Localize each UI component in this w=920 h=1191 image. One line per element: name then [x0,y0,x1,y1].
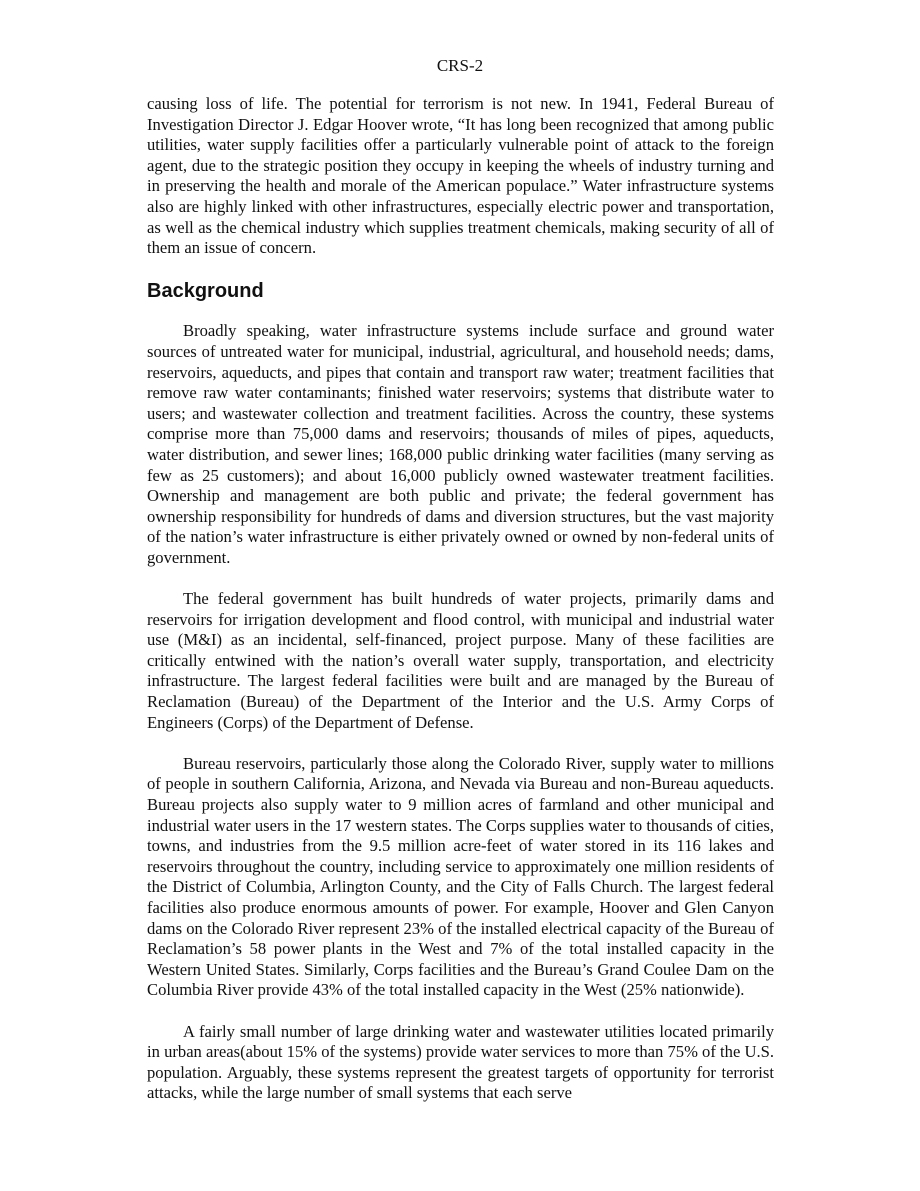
section-heading-background: Background [147,280,264,303]
background-paragraph-2: The federal government has built hundreds of water projects, primarily dams and reservoirs for irrigation development and flood control, with municipal and industrial water use (M&I) as an incidental, self-financed, project purpose. Many of these facilities are critically entwined with the nation’s overall water supply, transportation, and electricity infrastructure. The largest federal facilities were built and are managed by the Bureau of Reclamation (Bureau) of the Department of the Interior and the U.S. Army Corps of Engineers (Corps) of the Department of Defense. [147,589,774,732]
background-paragraph-1: Broadly speaking, water infrastructure systems include surface and ground water sources of untreated water for municipal, industrial, agricultural, and household needs; dams, reservoirs, aqueducts, and pipes that contain and transport raw water; treatment facilities that remove raw water contaminants; finished water reservoirs; systems that distribute water to users; and wastewater collection and treatment facilities. Across the country, these systems comprise more than 75,000 dams and reservoirs; thousands of miles of pipes, aqueducts, water distribution, and sewer lines; 168,000 public drinking water facilities (many serving as few as 25 customers); and about 16,000 publicly owned wastewater treatment facilities. Ownership and management are both public and private; the federal government has ownership responsibility for hundreds of dams and diversion structures, but the vast majority of the nation’s water infrastructure is either privately owned or owned by non-federal units of government. [147,321,774,567]
background-paragraph-3: Bureau reservoirs, particularly those along the Colorado River, supply water to millions of people in southern California, Arizona, and Nevada via Bureau and non-Bureau aqueducts. Bureau projects also supply water to 9 million acres of farmland and other municipal and industrial water users in the 17 western states. The Corps supplies water to thousands of cities, towns, and industries from the 9.5 million acre-feet of water stored in its 116 lakes and reservoirs throughout the country, including service to approximately one million residents of the District of Columbia, Arlington County, and the City of Falls Church. The largest federal facilities also produce enormous amounts of power. For example, Hoover and Glen Canyon dams on the Colorado River represent 23% of the installed electrical capacity of the Bureau of Reclamation’s 58 power plants in the West and 7% of the total installed capacity in the Western United States. Similarly, Corps facilities and the Bureau’s Grand Coulee Dam on the Columbia River provide 43% of the total installed capacity in the West (25% nationwide). [147,753,774,1000]
intro-paragraph: causing loss of life. The potential for terrorism is not new. In 1941, Federal Bureau of Investigation Director J. Edgar Hoover wrote, “It has long been recognized that among public utilities, water supply facilities offer a particularly vulnerable point of attack to the foreign agent, due to the strategic position they occupy in keeping the wheels of industry turning and in preserving the health and morale of the American populace.” Water infrastructure systems also are highly linked with other infrastructures, especially electric power and transportation, as well as the chemical industry which supplies treatment chemicals, making security of all of them an issue of concern. [147,94,774,258]
background-paragraph-4: A fairly small number of large drinking water and wastewater utilities located primarily in urban areas(about 15% of the systems) provide water services to more than 75% of the U.S. population. Arguably, these systems represent the greatest targets of opportunity for terrorist attacks, while the large number of small systems that each serve [147,1021,774,1103]
document-body [147,94,774,1104]
page-number-header: CRS-2 [436,56,484,75]
